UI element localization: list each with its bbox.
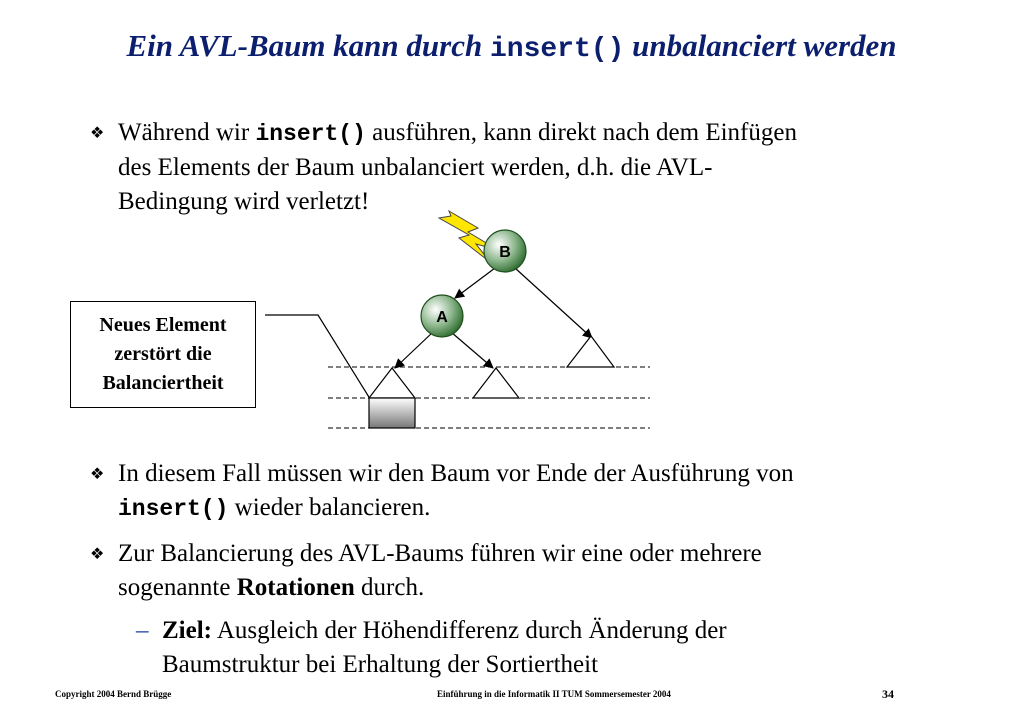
node-a-label: A	[436, 309, 448, 326]
bullet-1-line1-a: Während wir	[118, 119, 256, 146]
sub-bullet-bold: Ziel:	[162, 617, 212, 644]
sub-bullet-text	[162, 614, 996, 682]
title-text-before: Ein AVL-Baum kann durch	[126, 28, 490, 63]
callout-line-2: zerstört die	[114, 343, 212, 365]
footer-page-number: 34	[882, 687, 894, 701]
edge-b-right	[515, 268, 592, 338]
bullet-3	[90, 537, 990, 605]
bullet-2-line2: wieder balancieren.	[228, 494, 431, 521]
diamond-bullet-icon: ❖	[90, 123, 105, 142]
bullet-3-text	[118, 537, 990, 605]
subtree-right-of-a	[473, 368, 519, 398]
callout-line-3: Balanciertheit	[102, 372, 224, 394]
callout-line-1: Neues Element	[99, 314, 227, 336]
bullet-2-code: insert()	[118, 496, 229, 522]
callout-connector	[265, 315, 372, 402]
subtree-left-of-a	[369, 368, 415, 398]
new-element-box	[369, 398, 415, 428]
edge-a-left	[395, 332, 433, 368]
bullet-2-text	[118, 457, 990, 526]
bullet-3-line1: Zur Balancierung des AVL-Baums führen wir eine oder mehrere	[118, 540, 762, 567]
bullet-3-line2-a: sogenannte	[118, 574, 237, 601]
edge-a-right	[451, 332, 493, 368]
bullet-1-code: insert()	[255, 121, 366, 147]
footer-course: Einführung in die Informatik II TUM Sommersemester 2004	[437, 689, 671, 699]
sub-bullet-line1: Ausgleich der Höhendifferenz durch Änderung der	[212, 617, 727, 644]
bullet-2-line1: In diesem Fall müssen wir den Baum vor Ende der Ausführung von	[118, 460, 794, 487]
subtree-right-of-b	[567, 336, 614, 367]
title-text-after: unbalanciert werden	[624, 28, 897, 63]
diamond-bullet-icon: ❖	[90, 544, 105, 563]
footer-copyright: Copyright 2004 Bernd Brügge	[55, 689, 172, 699]
sub-bullet-line2: Baumstruktur bei Erhaltung der Sortiertheit	[162, 651, 599, 678]
sub-bullet	[136, 614, 996, 682]
diamond-bullet-icon: ❖	[90, 464, 105, 483]
bullet-3-line2-b: durch.	[354, 574, 425, 601]
bullet-1-line1-b: ausführen, kann direkt nach dem Einfügen	[365, 119, 797, 146]
node-b-label: B	[499, 244, 511, 261]
bullet-3-bold: Rotationen	[236, 574, 355, 601]
title-code: insert()	[489, 34, 625, 65]
callout-box	[70, 301, 256, 408]
dash-bullet-icon: –	[136, 617, 149, 644]
bullet-1-line3: Bedingung wird verletzt!	[118, 188, 370, 215]
bullet-2	[90, 457, 990, 526]
bullet-1-line2: des Elements der Baum unbalanciert werden, d.h. die AVL-	[118, 154, 713, 181]
edge-b-a	[455, 268, 495, 298]
